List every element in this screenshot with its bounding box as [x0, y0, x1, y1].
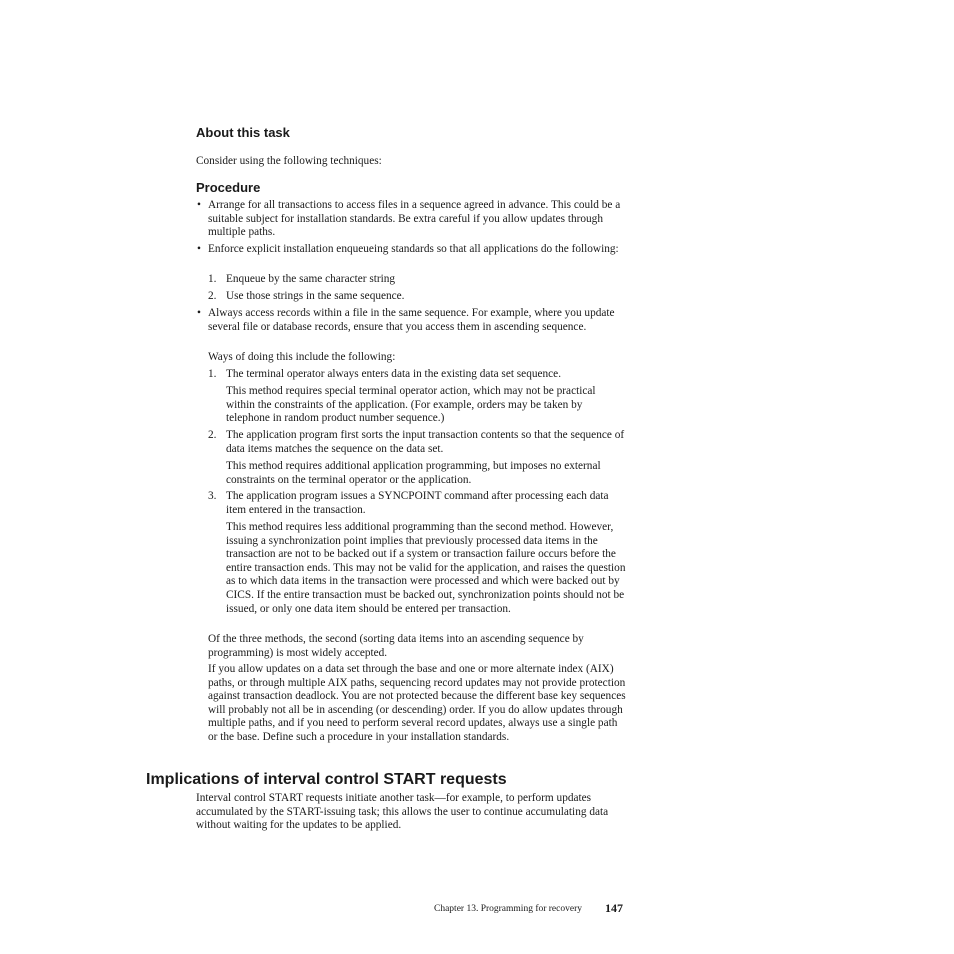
method-3-text: The application program issues a SYNCPOINT command after processing each data item entered in the transaction. [226, 490, 609, 516]
procedure-heading: Procedure [196, 180, 261, 195]
method-2-text: The application program first sorts the input transaction contents so that the sequence of data items matches the sequence on the data set. [226, 429, 625, 455]
method-1-detail: This method requires special terminal operator action, which may not be practical within the constraints of the application. (For example, orders may be taken by telephone in random product number sequence.) [226, 385, 596, 425]
procedure-bullet-1: Arrange for all transactions to access files in a sequence agreed in advance. This could be a suitable subject for installation standards. Be extra careful if you allow updates through multiple paths. [208, 199, 621, 239]
bullet-marker: • [197, 199, 201, 211]
method-3-detail: This method requires less additional programming than the second method. However, issuing a synchronization point implies that previously processed data items in the transaction are not to be backed out if a system or transaction failure occurs before the entire transaction ends. This may not be valid for the application, and raises the question as to which data items in the transaction were processed and which were backed out by CICS. If the entire transaction must be backed out, synchronization points should not be issued, or only one data item should be entered per transaction. [226, 521, 626, 615]
method-1-text: The terminal operator always enters data in the existing data set sequence. [226, 368, 562, 380]
ways-text: Ways of doing this include the following: [208, 351, 396, 363]
bullet-marker: • [197, 307, 201, 319]
about-heading: About this task [196, 125, 290, 140]
step-number: 2. [208, 290, 217, 302]
aix-paragraph: If you allow updates on a data set through the base and one or more alternate index (AIX) paths, or through multiple AIX paths, sequencing record updates may not provide protection against transaction deadlock. You are not protected because the different base key sequences will probably not all be in ascending (or descending) order. If you do allow updates through multiple paths, and if you need to perform several record updates, always use a single path or the base. Define such a procedure in your installation standards. [208, 663, 626, 743]
enqueue-step-1: Enqueue by the same character string [226, 273, 396, 285]
method-2-detail: This method requires additional application programming, but imposes no external constraints on the terminal operator or the application. [226, 460, 601, 486]
about-text: Consider using the following techniques: [196, 155, 382, 167]
footer-chapter: Chapter 13. Programming for recovery [434, 904, 582, 914]
section-paragraph: Interval control START requests initiate another task—for example, to perform updates accumulated by the START-issuing task; this allows the user to continue accumulating data without waiting for the updates to be applied. [196, 792, 609, 832]
procedure-bullet-2: Enforce explicit installation enqueueing standards so that all applications do the following: [208, 243, 619, 255]
method-number: 1. [208, 368, 217, 380]
section-heading: Implications of interval control START requests [146, 771, 507, 788]
three-methods-text: Of the three methods, the second (sorting data items into an ascending sequence by programming) is most widely accepted. [208, 633, 584, 659]
step-number: 1. [208, 273, 217, 285]
enqueue-step-2: Use those strings in the same sequence. [226, 290, 405, 302]
bullet-marker: • [197, 243, 201, 255]
page-number: 147 [605, 901, 623, 915]
procedure-bullet-3: Always access records within a file in the same sequence. For example, where you update several file or database records, ensure that you access them in ascending sequence. [208, 307, 615, 333]
method-number: 2. [208, 429, 217, 441]
method-number: 3. [208, 490, 217, 502]
